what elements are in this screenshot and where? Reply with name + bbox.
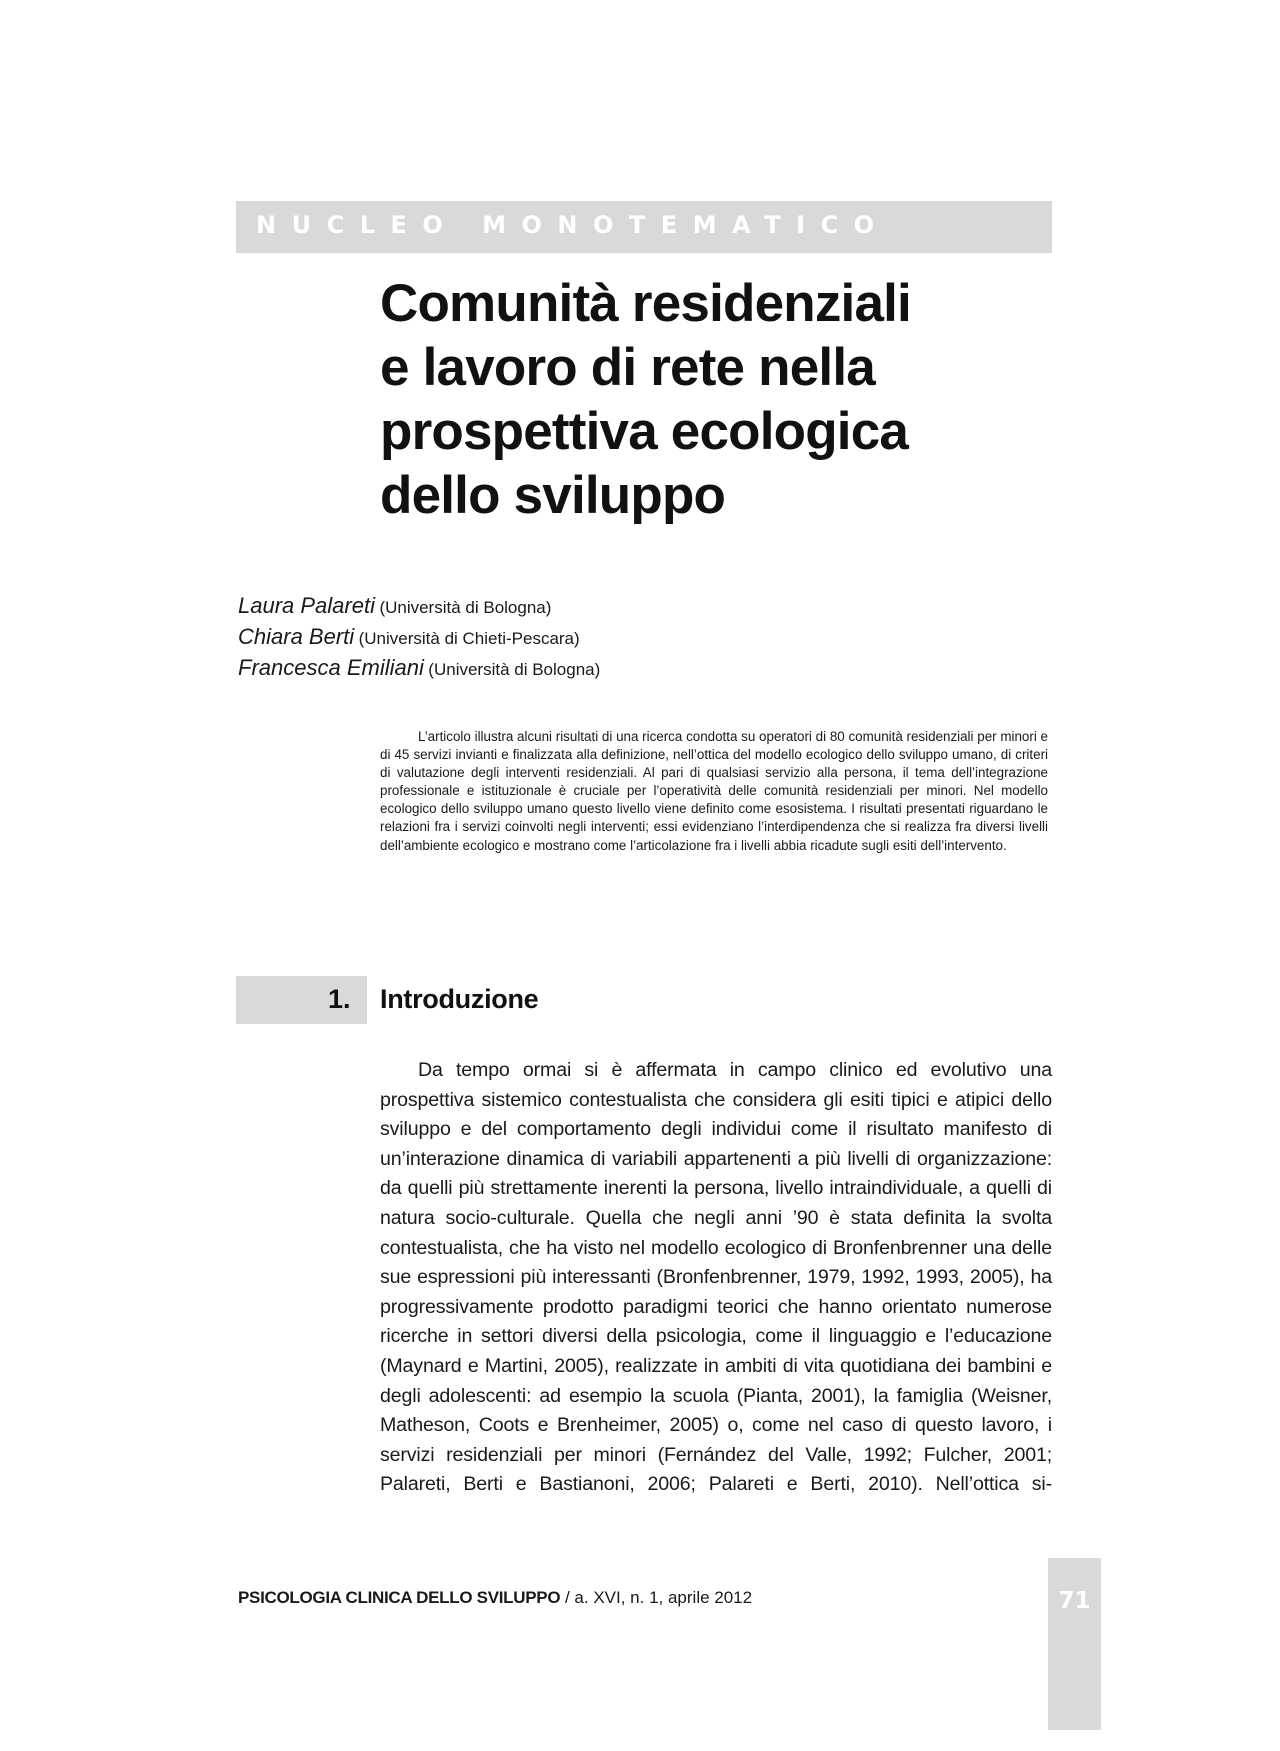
author-entry	[238, 623, 600, 654]
author-entry	[238, 592, 600, 623]
author-affiliation: (Università di Bologna)	[379, 598, 552, 617]
author-affiliation: (Università di Chieti-Pescara)	[358, 629, 580, 648]
page-number-tab	[1048, 1558, 1101, 1730]
title-line: dello sviluppo	[380, 466, 726, 525]
page-number: 71	[1058, 1588, 1091, 1614]
author-entry	[238, 654, 600, 685]
title-line: e lavoro di rete nella	[380, 338, 875, 397]
section-banner	[236, 201, 1052, 253]
section-heading: Introduzione	[380, 984, 539, 1014]
author-list	[238, 592, 600, 685]
title-line: prospettiva ecologica	[380, 402, 909, 461]
running-footer	[238, 1588, 752, 1608]
author-name: Laura Palareti	[238, 593, 375, 618]
author-name: Chiara Berti	[238, 624, 355, 649]
title-line: Comunità residenziali	[380, 274, 911, 333]
section-number: 1.	[328, 984, 351, 1014]
abstract: L’articolo illustra alcuni risultati di una ricerca condotta su operatori di 80 comunità residenziali per minori e di 45 servizi invianti e finalizzata alla definizione, nell’ottica del modello ecologico dello sviluppo umano, di criteri di valutazione degli interventi residenziali. Al pari di qualsiasi servizio alla persona, il tema dell’integrazione professionale e istituzionale è cruciale per l’operatività delle comunità residenziali per minori. Nel modello ecologico dello sviluppo umano questo livello viene definito come esosistema. I risultati presentati riguardano le relazioni fra i servizi coinvolti negli interventi; essi evidenziano l’interdipendenza che si realizza fra diversi livelli dell’ambiente ecologico e mostrano come l’articolazione fra i livelli abbia ricadute sugli esiti dell’intervento.	[380, 729, 1048, 853]
section-label: NUCLEO MONOTEMATICO	[256, 211, 890, 239]
journal-name: PSICOLOGIA CLINICA DELLO SVILUPPO	[238, 1588, 561, 1607]
article-title	[380, 272, 1020, 528]
journal-issue: / a. XVI, n. 1, aprile 2012	[560, 1588, 753, 1607]
author-name: Francesca Emiliani	[238, 655, 424, 680]
body-paragraph: Da tempo ormai si è affermata in campo clinico ed evolutivo una prospettiva sistemico contestualista che considera gli esiti tipici e atipici dello sviluppo e del comportamento degli individui come il risultato manifesto di un’interazione dinamica di variabili appartenenti a più livelli di organizzazione: da quelli più strettamente inerenti la persona, livello intraindividuale, a quelli di natura socio-culturale. Quella che negli anni ’90 è stata definita la svolta contestualista, che ha visto nel modello ecologico di Bronfenbrenner una delle sue espressioni più interessanti (Bronfenbrenner, 1979, 1992, 1993, 2005), ha progressivamente prodotto paradigmi teorici che hanno orientato numerose ricerche in settori diversi della psicologia, come il linguaggio e l’educazione (Maynard e Martini, 2005), realizzate in ambiti di vita quotidiana dei bambini e degli adolescenti: ad esempio la scuola (Pianta, 2001), la famiglia (Weisner, Matheson, Coots e Brenheimer, 2005) o, come nel caso di questo lavoro, i servizi residenziali per minori (Fernández del Valle, 1992; Fulcher, 2001; Palareti, Berti e Bastianoni, 2006; Palareti e Berti, 2010). Nell’ottica si-	[380, 1059, 1052, 1496]
author-affiliation: (Università di Bologna)	[428, 660, 601, 679]
